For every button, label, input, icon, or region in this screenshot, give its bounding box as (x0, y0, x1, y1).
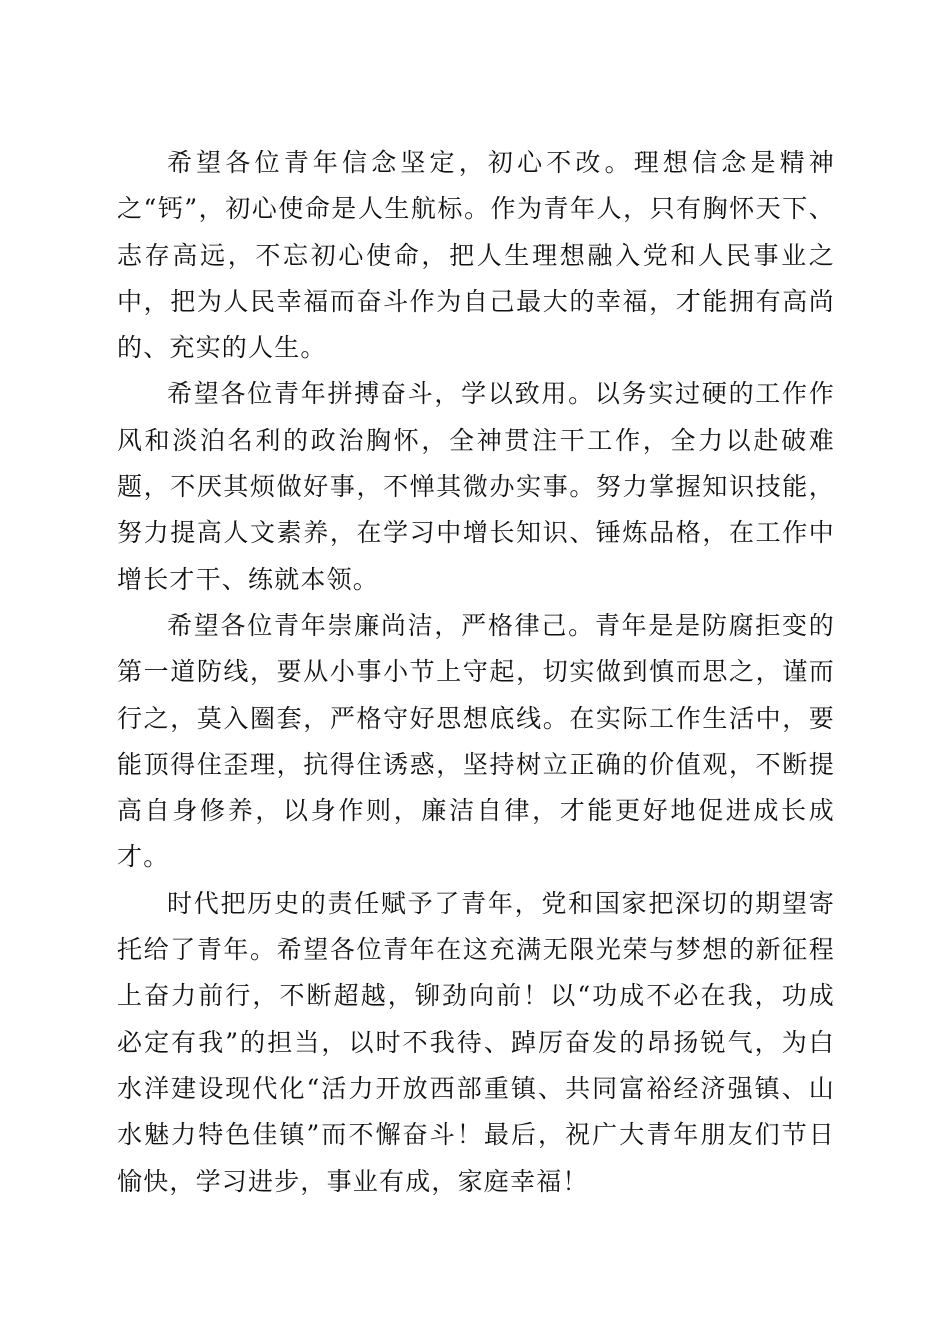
paragraph-closing: 时代把历史的责任赋予了青年，党和国家把深切的期望寄托给了青年。希望各位青年在这充满无限光荣与梦想的新征程上奋力前行，不断超越，铆劲向前！以“功成不必在我，功成必定有我”的担当，以时不我待、踔厉奋发的昂扬锐气，为白水洋建设现代化“活力开放西部重镇、共同富裕经济强镇、山水魅力特色佳镇”而不懈奋斗！最后，祝广大青年朋友们节日愉快，学习进步，事业有成，家庭幸福！ (117, 888, 835, 1196)
document-body (117, 140, 835, 1205)
paragraph-striving: 希望各位青年拼搏奋斗，学以致用。以务实过硬的工作作风和淡泊名利的政治胸怀，全神贯注干工作，全力以赴破难题，不厌其烦做好事，不惮其微办实事。努力掌握知识技能，努力提高人文素养，在学习中增长知识、锤炼品格，在工作中增长才干、练就本领。 (117, 379, 835, 594)
paragraph-ideals: 希望各位青年信念坚定，初心不改。理想信念是精神之“钙”，初心使命是人生航标。作为青年人，只有胸怀天下、志存高远，不忘初心使命，把人生理想融入党和人民事业之中，把为人民幸福而奋斗作为自己最大的幸福，才能拥有高尚的、充实的人生。 (117, 148, 835, 363)
paragraph-integrity: 希望各位青年崇廉尚洁，严格律己。青年是是防腐拒变的第一道防线，要从小事小节上守起，切实做到慎而思之，谨而行之，莫入圈套，严格守好思想底线。在实际工作生活中，要能顶得住歪理，抗得住诱惑，坚持树立正确的价值观，不断提高自身修养，以身作则，廉洁自律，才能更好地促进成长成才。 (117, 610, 835, 872)
